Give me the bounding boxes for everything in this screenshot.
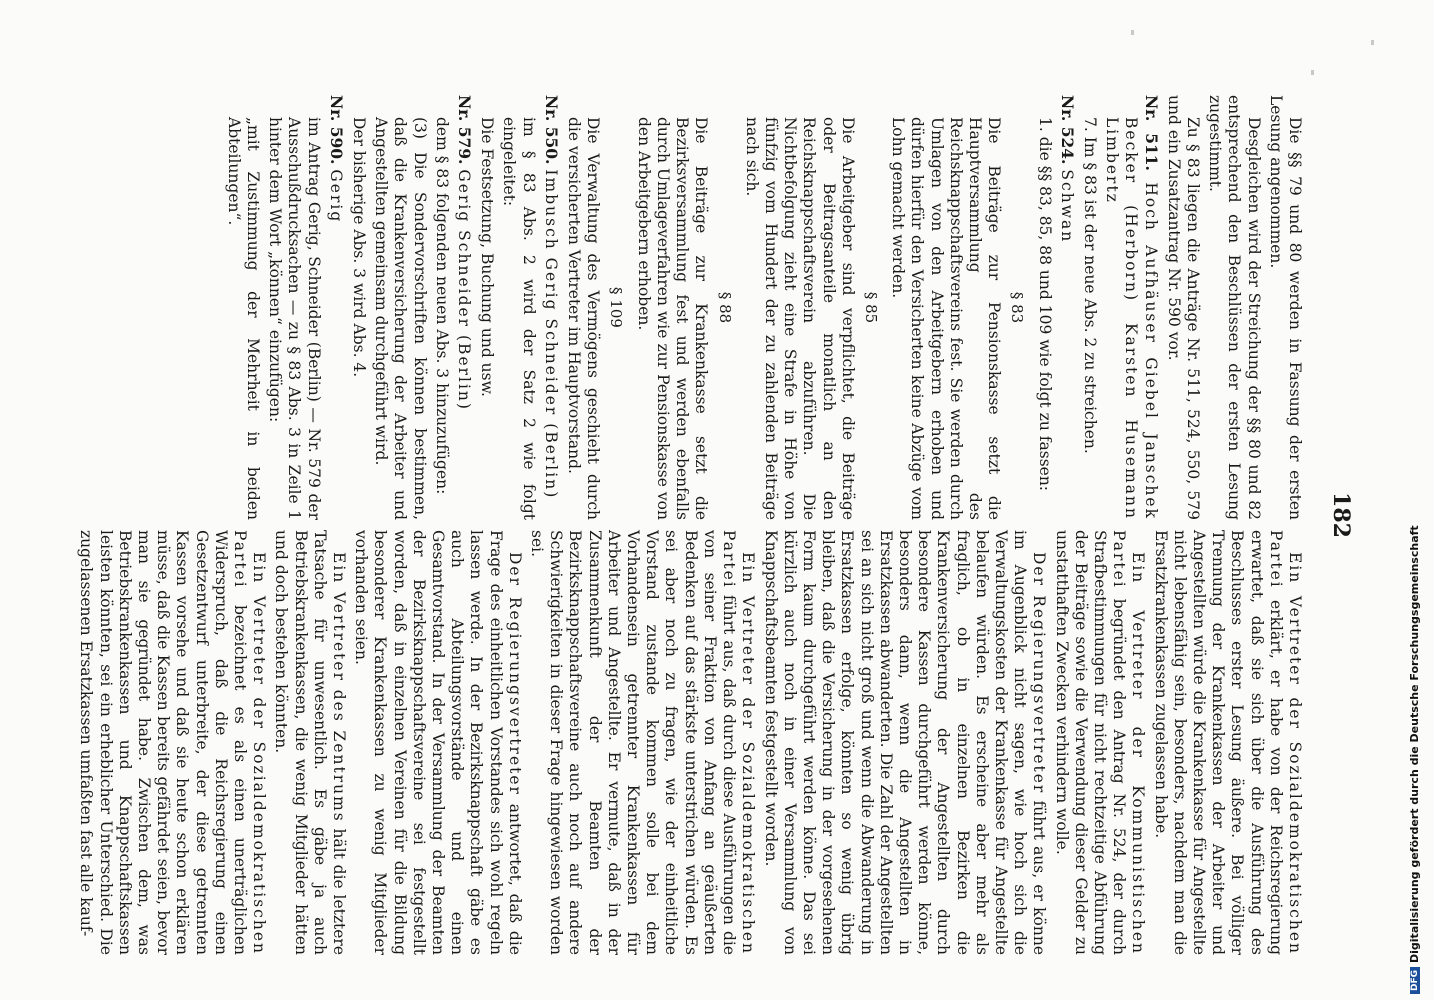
speech-text: antwortet, daß die Frage des einheitlichen Vorstandes sich wohl regeln lassen werde. In der Bezirksknappschaft gäbe es auch Abteilungsvorstände und einen Gesamtvorstand. In der Versammlung der Beamten der Bezirksknappschaftsvereine sei festgestellt worden, daß in einzelnen Vereinen für die Bildung besonderer Krankenkassen zu wenig Mitglieder vorhanden seien. <box>352 530 524 955</box>
paragraph: im § 83 Abs. 2 wird der Satz 2 wie folgt eingeleitet: <box>500 117 538 520</box>
speech-paragraph <box>760 530 1048 955</box>
scan-speck <box>1371 40 1374 45</box>
paragraph: dem § 83 folgenden neuen Abs. 3 hinzuzufügen: <box>432 117 451 495</box>
speech-text: führt aus, daß durch diese Ausführungen die von seiner Fraktion von Anfang an geäußerten Bedenken auf das stärkste unterstrichen würden. Es sei aber noch zu fragen, wie der einheitliche Vorstand zustande kommen solle bei dem Vorhandensein getrennter Krankenkassen für Arbeiter und Angestellte. Er vermute, daß in der Zusammenkunft der Beamten der Bezirksknappschaftsvereine auch noch auf andere Schwierigkeiten in dieser Frage hingewiesen worden sei. <box>528 530 739 955</box>
paragraph: „mit Zustimmung der Mehrheit in beiden Abteilungen“. <box>224 117 263 520</box>
section-heading: § 88 <box>715 291 734 324</box>
speaker: Ein Vertreter der Sozialdemokratischen Partei <box>231 530 269 955</box>
motion-entry <box>1057 95 1077 520</box>
speaker: Der Regierungsvertreter <box>505 552 524 796</box>
speech-text: führt aus, er könne im Augenblick nicht sagen, wie hoch sich die Verwaltungskosten der Krankenkasse für Angestellte belaufen würden. Es erscheine aber mehr als fraglich, ob in einzelnen Bezirken die Krankenversicherung der Angestellten durch besondere Kassen durchgeführt werden könne, besonders dann, wenn die Angestellten in Ersatzkassen abwanderten. Die Zahl der Angestellten sei an sich nicht groß und wenn die Abwanderung in Ersatzkassen erfolge, könnten so wenig übrig bleiben, daß die Versicherung in der vorgesehenen Form kaum durchgeführt werden könne. Das sei kürzlich auch noch in einer Versammlung von Knappschaftsbeamten festgestellt worden. <box>761 530 1049 956</box>
motion-entry <box>541 95 561 520</box>
speech-paragraph <box>1051 530 1147 955</box>
speaker: Ein Vertreter der Sozialdemokratischen Partei <box>720 530 758 955</box>
paragraph: 7. Im § 83 ist der neue Abs. 2 zu streichen. <box>1080 117 1099 454</box>
motion-signers: Gerig Schneider (Berlin) <box>455 169 474 411</box>
speech-paragraph <box>527 530 757 955</box>
speech-text: begründet den Antrag Nr. 524, der durch Strafbestimmungen für nicht rechtzeitige Abführung der Beiträge sowie die Verwendung dieser Gelder zu unstatthaften Zwecken verhindern wolle. <box>1052 530 1129 955</box>
speaker: Der Regierungsvertreter <box>1030 552 1049 795</box>
paragraph: Zu § 83 liegen die Anträge Nr. 511, 524, 550, 579 und ein Zusatzantrag Nr. 590 vor. <box>1164 95 1202 520</box>
motion-number: Nr. 579. <box>455 95 475 165</box>
paragraph: (3) Die Sondervorschriften können bestimmen, daß die Krankenversicherung der Arbeiter und Angestellten gemeinsam durchgeführt wird. <box>372 117 429 520</box>
speaker: Ein Vertreter der Kommunistischen Partei <box>1110 530 1148 955</box>
dfg-logo: DFG <box>1410 967 1420 994</box>
motion-signers: Imbusch Gerig Schneider (Berlin) <box>541 169 560 500</box>
section-heading: § 109 <box>607 287 626 328</box>
motion-number: Nr. 511. <box>1141 95 1161 171</box>
footer-text: Digitalisierung gefördert durch die Deutsche Forschungsgemeinschaft <box>1408 525 1421 963</box>
speaker: Ein Vertreter der Sozialdemokratischen Partei <box>1266 530 1304 955</box>
motion-signers: Hoch Aufhäuser Giebel Janschek Becker (Herborn) Karsten Husemann Limbertz <box>1103 117 1160 520</box>
scan-speck <box>1311 70 1314 75</box>
digitization-footer <box>1408 525 1421 994</box>
section-heading: § 85 <box>861 291 880 324</box>
speaker: Ein Vertreter des Zentrums <box>330 552 349 823</box>
paragraph: Desgleichen wird der Streichung der §§ 80 und 82 entsprechend den Beschlüssen der ersten Lesung zugestimmt. <box>1206 95 1263 520</box>
paragraph: Die Beiträge zur Pensionskasse setzt die Hauptversammlung des Reichsknappschaftsvereins fest. Sie werden durch Umlagen von den Arbeitgebern erhoben und dürfen hierfür den Versicherten keine Abzüge vom Lohn gemacht werden. <box>889 117 1004 520</box>
motion-number: Nr. 590. <box>326 95 346 165</box>
left-column <box>221 95 1304 520</box>
paragraph: Die Festsetzung, Buchung und usw. <box>478 117 497 397</box>
paragraph: Die Arbeitgeber sind verpflichtet, die Beiträge oder Beitragsanteile monatlich an den Reichsknappschaftsverein abzuführen. Die Nichtbefolgung zieht eine Strafe in Höhe von fünfzig vom Hundert der zu zahlenden Beiträge nach sich. <box>742 117 857 520</box>
motion-number: Nr. 524. <box>1057 95 1077 165</box>
speech-text: bezeichnet es als einen unerträglichen Widerspruch, daß die Reichsregierung einen Gesetzentwurf unterbreite, der diese getrennten Kassen vorsehe und daß sie heute schon erklären müsse, daß die Kassen bereits gefährdet seien, bevor man sie gegründet habe. Zwischen dem, was Betriebskrankenkassen und Knappschaftskassen leisten könnten, sei ein erheblicher Unterschied. Die zugelassenen Ersatzkassen umfaßten fast alle kauf- <box>77 530 250 955</box>
motion-entry <box>1102 95 1161 520</box>
paragraph: Der bisherige Abs. 3 wird Abs. 4. <box>350 117 369 378</box>
speech-paragraph <box>351 530 524 955</box>
paragraph: im Antrag Gerig, Schneider (Berlin) — Nr. 579 der Ausschußdrucksachen — zu § 83 Abs. 3 in Zeile 1 hinter dem Wort „können“ einzufügen: <box>266 117 323 520</box>
scan-speck <box>1131 30 1134 35</box>
section-heading: § 83 <box>1008 291 1027 324</box>
motion-entry <box>326 95 346 520</box>
paragraph: Die §§ 79 und 80 werden in Fassung der ersten Lesung angenommen. <box>1266 95 1304 520</box>
motion-entry <box>454 95 474 520</box>
paragraph: Die Verwaltung des Vermögens geschieht durch die versicherten Vertreter im Hauptvorstand. <box>565 117 603 520</box>
paragraph: 1. die §§ 83, 85, 88 und 109 wie folgt zu fassen: <box>1035 117 1054 492</box>
motion-signers: Gerig <box>326 169 345 224</box>
speech-paragraph <box>76 530 268 955</box>
speech-text: hält die letztere Tatsache für unwesentlich. Es gäbe ja auch Betriebskrankenkassen, die wenig Mitglieder hätten und doch bestehen könnten. <box>272 530 349 955</box>
speech-paragraph <box>271 530 348 955</box>
speech-text: erklärt, er habe von der Reichsregierung erwartet, daß sie sich über die Ausführung des Beschlusses erster Lesung äußere. Bei völliger Trennung der Krankenkassen der Arbeiter und Angestellten würde die Krankenkasse für Angestellte nicht lebensfähig sein, besonders, nachdem man die Ersatzkrankenkassen zugelassen habe. <box>1151 530 1285 955</box>
right-column <box>73 530 1304 955</box>
motion-signers: Schwan <box>1057 169 1076 244</box>
page-number: 182 <box>1328 492 1354 538</box>
motion-number: Nr. 550. <box>541 95 561 165</box>
paragraph: Die Beiträge zur Krankenkasse setzt die Bezirksversammlung fest und werden ebenfalls durch Umlageverfahren wie zur Pensionskasse von den Arbeitgebern erhoben. <box>634 117 711 520</box>
speech-paragraph <box>1150 530 1304 955</box>
